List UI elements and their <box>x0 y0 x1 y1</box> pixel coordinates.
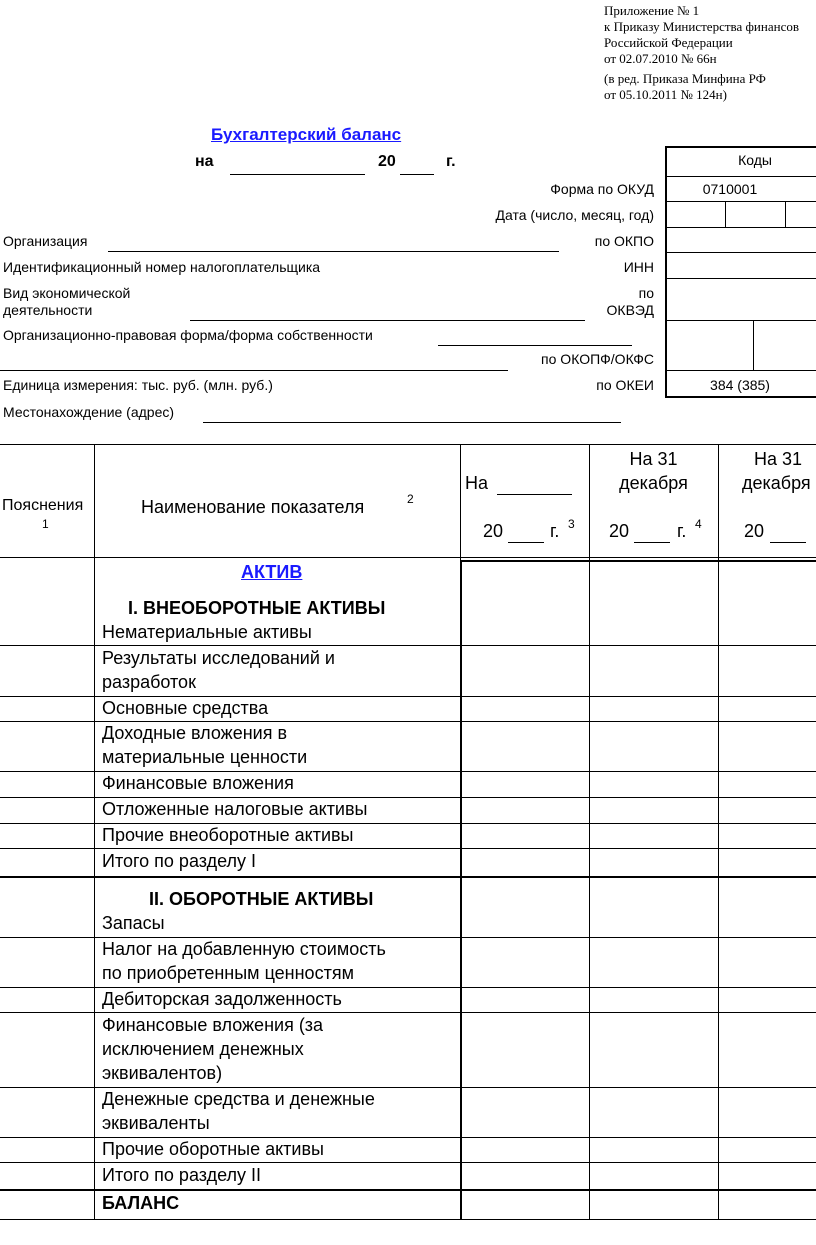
okopf-cell-divider <box>753 320 754 370</box>
activity-label-1: Вид экономической <box>3 285 131 301</box>
organization-blank <box>108 251 559 252</box>
col-notes-sup: 1 <box>42 517 49 531</box>
date-on-label: на <box>195 153 214 170</box>
row-label: Отложенные налоговые активы <box>102 799 368 819</box>
legal-form-blank-2 <box>0 370 508 371</box>
codes-header: Коды <box>738 152 772 168</box>
year-blank-line <box>400 174 434 175</box>
col4-suffix: г. <box>677 521 687 541</box>
row-label: исключением денежных <box>102 1039 304 1059</box>
active-heading: АКТИВ <box>241 562 303 582</box>
col3-top: На <box>465 473 489 493</box>
year-suffix: г. <box>446 153 456 170</box>
row-divider <box>0 987 816 988</box>
row-divider <box>0 771 816 772</box>
section-2-heading: II. ОБОРОТНЫЕ АКТИВЫ <box>149 889 374 909</box>
codes-divider <box>665 320 816 321</box>
appendix-line-4: от 02.07.2010 № 66н <box>604 51 717 66</box>
row-divider <box>0 1162 816 1163</box>
date-cell-divider <box>785 201 786 227</box>
organization-label: Организация <box>3 233 88 249</box>
document-title: Бухгалтерский баланс <box>211 125 402 144</box>
codes-divider <box>665 370 816 371</box>
codes-divider <box>665 278 816 279</box>
row-divider <box>0 848 816 849</box>
col-notes-header: Пояснения <box>2 497 84 514</box>
year-prefix: 20 <box>378 153 396 170</box>
okei-label: по ОКЕИ <box>596 377 654 393</box>
codes-divider <box>665 227 816 228</box>
unit-label: Единица измерения: тыс. руб. (млн. руб.) <box>3 377 273 393</box>
okei-value: 384 (385) <box>710 377 770 393</box>
col5-top-1: На 31 <box>754 449 803 469</box>
codes-divider <box>665 176 816 177</box>
col-name-header: Наименование показателя <box>141 497 365 517</box>
col4-bottom: 20 <box>609 521 630 541</box>
row-label: эквиваленты <box>102 1113 210 1133</box>
row-label: Финансовые вложения (за <box>102 1015 324 1035</box>
col5-year-blank <box>770 542 806 543</box>
col5-bottom: 20 <box>744 521 765 541</box>
row-label: Итого по разделу II <box>102 1165 262 1185</box>
col3-year-blank <box>508 542 544 543</box>
col4-sup: 4 <box>695 517 702 531</box>
date-cell-divider <box>725 201 726 227</box>
col3-suffix: г. <box>550 521 560 541</box>
row-divider <box>0 937 816 938</box>
legal-form-blank <box>438 345 632 346</box>
row-divider <box>0 1137 816 1138</box>
date-label: Дата (число, месяц, год) <box>495 207 654 223</box>
table-col-divider <box>94 444 95 1219</box>
row-label: Итого по разделу I <box>102 851 257 871</box>
okpo-label: по ОКПО <box>594 233 654 249</box>
value-area-left <box>460 560 462 1219</box>
col4-year-blank <box>634 542 670 543</box>
row-label: Доходные вложения в <box>102 723 288 743</box>
section-1-heading: I. ВНЕОБОРОТНЫЕ АКТИВЫ <box>128 598 386 618</box>
row-label: Налог на добавленную стоимость <box>102 939 386 959</box>
inn-label: Идентификационный номер налогоплательщика <box>3 259 321 275</box>
appendix-line-3: Российской Федерации <box>604 35 733 50</box>
col3-bottom: 20 <box>483 521 504 541</box>
activity-blank <box>190 320 585 321</box>
value-area-top <box>460 560 816 562</box>
row-divider <box>0 721 816 722</box>
row-label: Дебиторская задолженность <box>102 989 342 1009</box>
row-divider <box>0 797 816 798</box>
row-label: разработок <box>102 672 196 692</box>
col3-sup: 3 <box>568 517 575 531</box>
row-label: эквивалентов) <box>102 1063 223 1083</box>
appendix-line-6: от 05.10.2011 № 124н) <box>604 87 727 102</box>
appendix-line-1: Приложение № 1 <box>604 3 700 18</box>
address-label: Местонахождение (адрес) <box>3 404 175 420</box>
row-divider <box>0 1087 816 1088</box>
col-name-sup: 2 <box>407 492 414 506</box>
col4-top-2: декабря <box>619 473 688 493</box>
col3-blank <box>497 494 572 495</box>
inn-code-label: ИНН <box>623 259 654 275</box>
row-label: материальные ценности <box>102 747 308 767</box>
okud-label: Форма по ОКУД <box>550 181 654 197</box>
row-divider <box>0 823 816 824</box>
row-divider <box>0 1189 816 1191</box>
codes-divider <box>665 252 816 253</box>
table-header-bottom <box>0 557 816 558</box>
date-blank-line <box>230 174 365 175</box>
row-label: Прочие внеоборотные активы <box>102 825 354 845</box>
row-label: Основные средства <box>102 698 269 718</box>
col5-top-2: декабря <box>742 473 811 493</box>
okud-value: 0710001 <box>702 181 758 197</box>
row-label: Денежные средства и денежные <box>102 1089 375 1109</box>
address-blank <box>203 422 621 423</box>
legal-form-label: Организационно-правовая форма/форма собственности <box>3 327 373 343</box>
col4-top-1: На 31 <box>629 449 678 469</box>
row-divider <box>0 696 816 697</box>
row-label: Запасы <box>102 913 165 933</box>
appendix-line-2: к Приказу Министерства финансов <box>604 19 799 34</box>
okved-label-top: по <box>638 285 654 301</box>
okved-label-bottom: ОКВЭД <box>606 302 654 318</box>
row-label: Прочие оборотные активы <box>102 1139 324 1159</box>
row-label: Результаты исследований и <box>102 648 335 668</box>
row-divider <box>0 645 816 646</box>
appendix-line-5: (в ред. Приказа Минфина РФ <box>604 71 766 86</box>
table-top-border <box>0 444 816 445</box>
codes-divider <box>665 201 816 202</box>
table-bottom-border <box>0 1219 816 1220</box>
activity-label-2: деятельности <box>3 302 93 318</box>
row-divider <box>0 876 816 878</box>
row-label: Нематериальные активы <box>102 622 312 642</box>
row-label-total: БАЛАНС <box>102 1193 180 1213</box>
okopf-label: по ОКОПФ/ОКФС <box>541 351 654 367</box>
row-label: по приобретенным ценностям <box>102 963 354 983</box>
row-label: Финансовые вложения <box>102 773 294 793</box>
row-divider <box>0 1012 816 1013</box>
